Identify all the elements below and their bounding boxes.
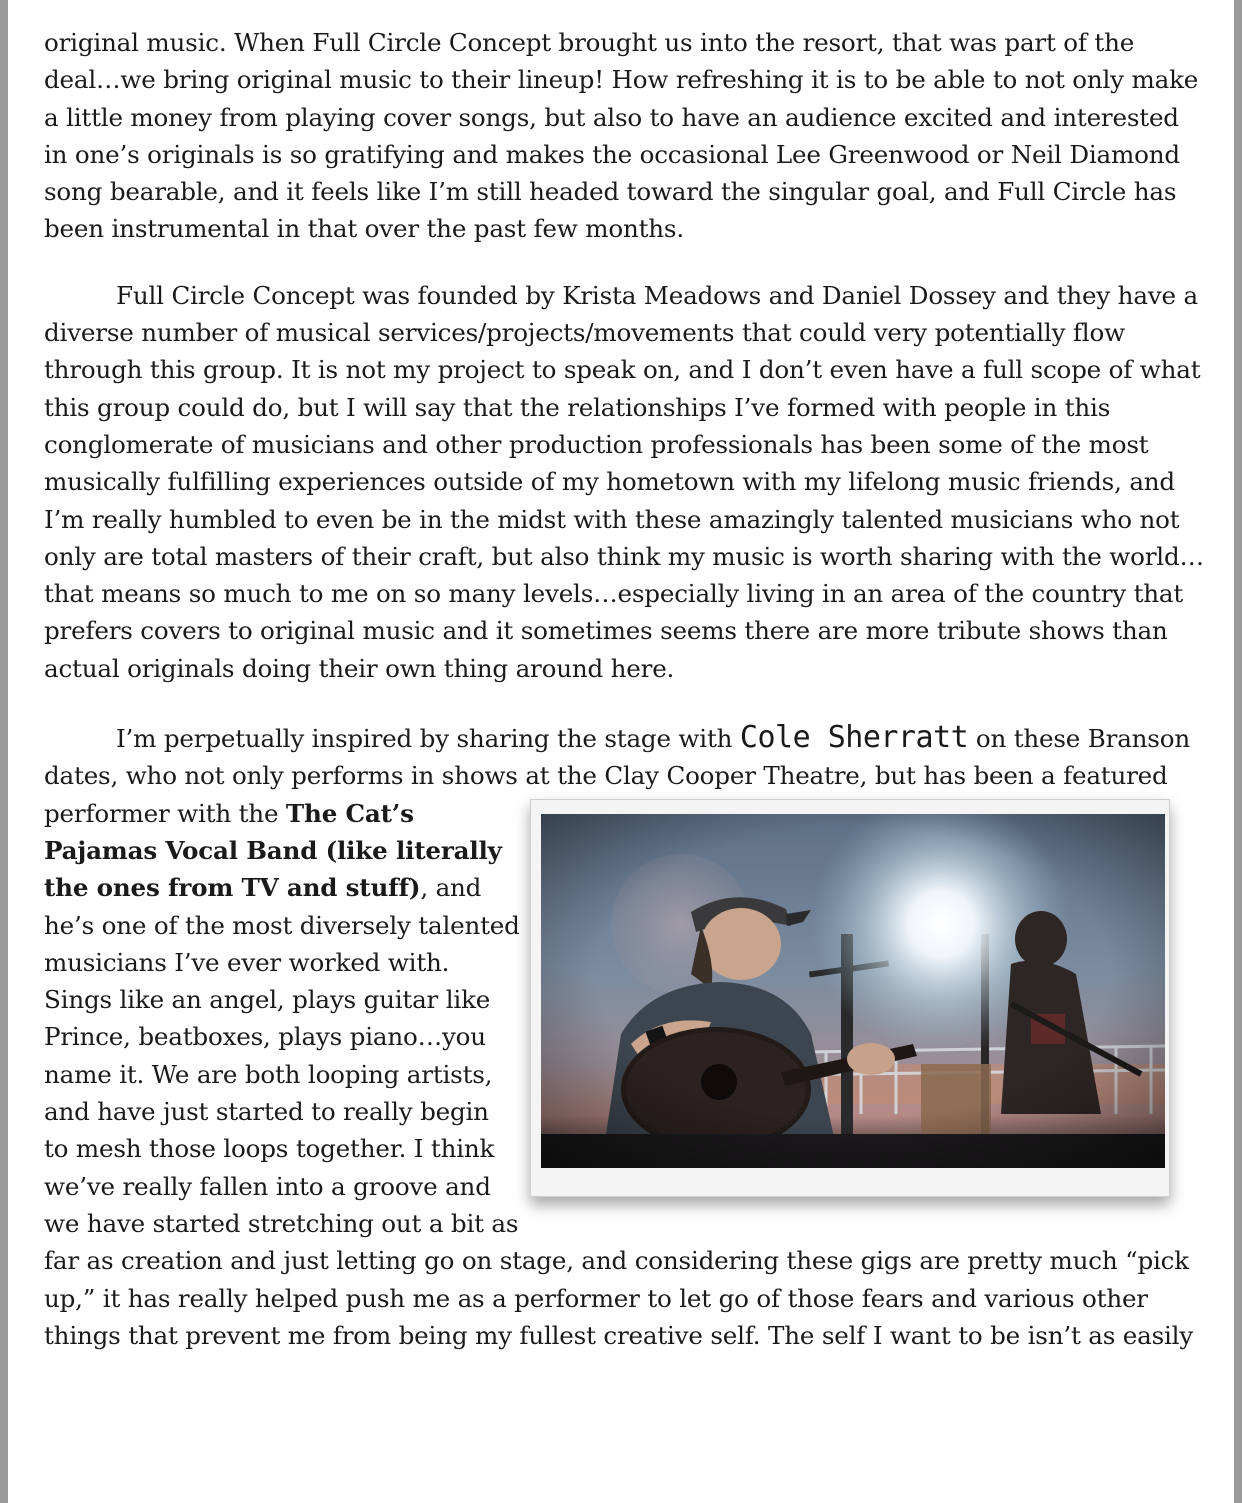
paragraph-2: Full Circle Concept was founded by Krista Meadows and Daniel Dossey and they have a diverse number of musical services/projects/movements that could very potentially flow through this group. It is not my project to speak on, and I don’t even have a full scope of what this group could do, but I will say that the relationships I’ve formed with people in this conglomerate of musicians and other production professionals has been some of the most musically fulfilling experiences outside of my hometown with my lifelong music friends, and I’m really humbled to even be in the midst with these amazingly talented musicians who not only are total masters of their craft, but also think my music is worth sharing with the world…that means so much to me on so many levels…especially living in an area of the country that prefers covers to original music and it sometimes seems there are more tribute shows than actual originals doing their own thing around here. xyxy=(44,280,1204,683)
paragraph-3-rest: , and he’s one of the most diversely talented musicians I’ve ever worked with. Sings like an angel, plays guitar like Prince, beatboxes, plays piano…you name it. We are both looping artists, and have just started to really begin to mesh those loops together. I think we’ve really fallen into a groove and we have started stretching out a bit as far as creation and just letting go on stage, and considering these gigs are pretty much “pick up,” it has really helped push me as a performer to let go of those fears and various other things that prevent me from being my fullest creative self. The self I want to be isn’t as easily xyxy=(44,873,1194,1350)
performer-name: Cole Sherratt xyxy=(739,720,969,756)
photo-frame xyxy=(530,799,1170,1197)
paragraph-3-mid: on these Branson dates, who not only performs in shows at the Clay Cooper Theatre, but has been a featured performer with the xyxy=(44,724,1190,828)
paragraph-3-intro: I’m perpetually inspired by sharing the stage with xyxy=(116,724,740,754)
band-name: The Cat’s Pajamas Vocal Band (like literally the ones from TV and stuff) xyxy=(44,798,502,903)
photo-container xyxy=(524,797,1204,1237)
article-body xyxy=(44,24,1204,1354)
paragraph-3 xyxy=(44,719,1204,1354)
performers-photo-image xyxy=(541,814,1165,1168)
paragraph-1: original music. When Full Circle Concept brought us into the resort, that was part of the deal…we bring original music to their lineup! How refreshing it is to be able to not only make a little money from playing cover songs, but also to have an audience excited and interested in one’s originals is so gratifying and makes the occasional Lee Greenwood or Neil Diamond song bearable, and it feels like I’m still headed toward the singular goal, and Full Circle has been instrumental in that over the past few months. xyxy=(44,28,1199,244)
performers-photo xyxy=(541,814,1165,1168)
